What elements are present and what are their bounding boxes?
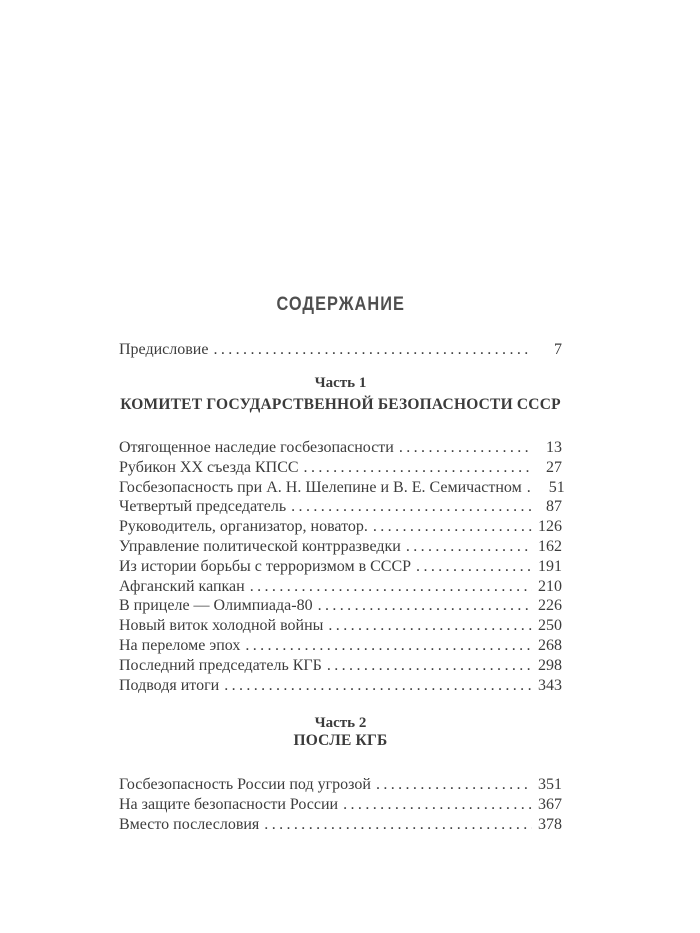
dot-leader — [291, 497, 532, 517]
toc-entry — [119, 815, 562, 835]
toc-entry — [119, 636, 562, 656]
toc-entry-page: 191 — [538, 557, 562, 575]
toc-entry-label: Госбезопасность России под угрозой — [119, 776, 371, 793]
toc-entry — [119, 616, 562, 636]
dot-leader — [304, 458, 532, 478]
toc-entry-page: 87 — [546, 498, 562, 516]
dot-leader — [224, 676, 532, 696]
toc-entry — [119, 775, 562, 795]
toc-entry-page: 343 — [538, 676, 562, 694]
toc-entry-label: Рубикон ХХ съезда КПСС — [119, 458, 299, 476]
dot-leader — [318, 596, 532, 616]
toc-entry-label: Из истории борьбы с терроризмом в СССР — [119, 557, 412, 575]
toc-entry-label: В прицеле — Олимпиада-80 — [119, 597, 313, 615]
dot-leader — [406, 537, 532, 557]
part-1-subheading: КОМИТЕТ ГОСУДАРСТВЕННОЙ БЕЗОПАСНОСТИ СССР — [120, 396, 561, 413]
toc-entry-page: 298 — [538, 656, 562, 674]
dot-leader — [327, 656, 532, 676]
toc-entry-page: 7 — [554, 341, 562, 358]
dot-leader — [527, 478, 535, 498]
toc-entry-page: 51 — [548, 478, 565, 496]
toc-entry-label: Госбезопасность при А. Н. Шелепине и В. Е. Семичастном — [119, 478, 522, 496]
dot-leader — [416, 557, 532, 577]
toc-entry-label: Новый виток холодной войны — [119, 617, 324, 635]
toc-entry-label: Подводя итоги — [119, 676, 220, 694]
toc-entry — [119, 557, 562, 577]
dot-leader — [245, 636, 532, 656]
toc-entry-label: Последний председатель КГБ — [119, 656, 322, 674]
toc-entry — [119, 596, 562, 616]
part-2-entries — [119, 775, 562, 834]
part-1-entries — [119, 438, 565, 695]
toc-entry — [119, 458, 562, 478]
toc-entry-page: 351 — [538, 776, 562, 793]
dot-leader — [399, 438, 532, 458]
part-1-heading: Часть 1 — [314, 375, 367, 391]
toc-entry-label: Предисловие — [119, 341, 209, 358]
part-2-subheading: ПОСЛЕ КГБ — [293, 732, 388, 749]
toc-entry — [119, 577, 562, 597]
toc-entry-page: 378 — [538, 815, 562, 833]
toc-entry-label: Управление политической контрразведки — [119, 537, 401, 555]
toc-entry — [119, 438, 562, 458]
page-title-text: СОДЕРЖАНИЕ — [276, 294, 405, 315]
toc-entry-label: Вместо послесловия — [119, 815, 260, 833]
dot-leader — [264, 815, 532, 835]
dot-leader — [213, 340, 532, 360]
toc-entry — [119, 795, 562, 815]
toc-entry-page: 162 — [538, 537, 562, 555]
toc-entry — [119, 656, 562, 676]
toc-entry-label: На переломе эпох — [119, 636, 241, 654]
toc-entry-label: Афганский капкан — [119, 577, 245, 595]
toc-entry-page: 27 — [546, 458, 562, 476]
toc-entry-page: 250 — [538, 617, 562, 635]
dot-leader — [250, 577, 532, 597]
toc-entry — [119, 478, 565, 498]
dot-leader — [376, 775, 532, 795]
toc-entry-label: Руководитель, организатор, новатор. — [119, 518, 368, 536]
toc-entry-label: Отягощенное наследие госбезопасности — [119, 439, 394, 456]
toc-entry-page: 367 — [538, 795, 562, 813]
toc-entry-page: 13 — [546, 439, 562, 456]
toc-entry — [119, 517, 562, 537]
page-title — [119, 294, 562, 316]
dot-leader — [373, 517, 532, 537]
toc-entry-preface — [119, 340, 562, 360]
toc-entry-label: На защите безопасности России — [119, 795, 339, 813]
toc-entry-page: 126 — [538, 518, 562, 536]
toc-entry-label: Четвертый председатель — [119, 498, 287, 516]
toc-entry — [119, 537, 562, 557]
toc-entry-page: 268 — [538, 636, 562, 654]
dot-leader — [343, 795, 532, 815]
toc-entry-page: 226 — [538, 597, 562, 615]
toc-entry — [119, 497, 562, 517]
part-2-heading: Часть 2 — [314, 715, 367, 731]
dot-leader — [328, 616, 532, 636]
toc-entry-page: 210 — [538, 577, 562, 595]
toc-entry — [119, 676, 562, 696]
